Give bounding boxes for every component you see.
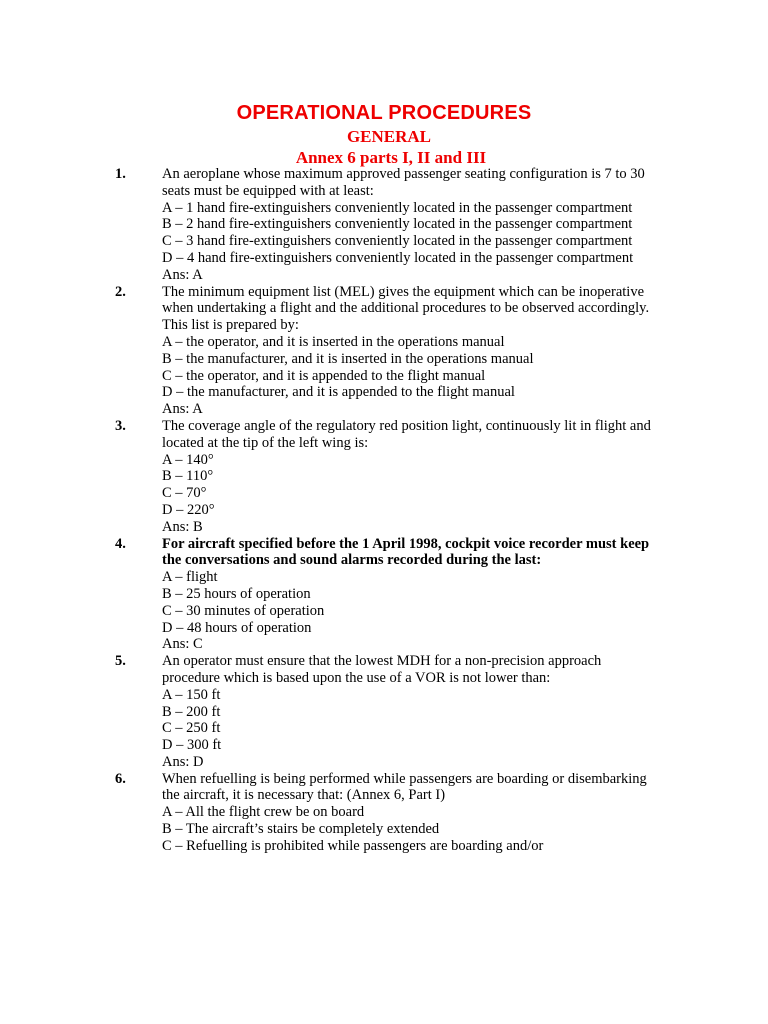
answer-key: Ans: A — [162, 401, 203, 418]
answer-option: A – All the flight crew be on board — [162, 804, 365, 821]
question-number: 1. — [115, 166, 126, 182]
question-text: For aircraft specified before the 1 April 1998, cockpit voice recorder must keep the conversations and sound alarms recorded during the last: — [162, 535, 650, 569]
question-item — [0, 771, 768, 855]
question-number: 5. — [115, 653, 126, 670]
question-text: An aeroplane whose maximum approved passenger seating configuration is 7 to 30 seats must be equipped with at least: — [162, 166, 645, 199]
question-item — [0, 284, 768, 418]
answer-option: C – 30 minutes of operation — [162, 602, 325, 619]
question-body — [162, 418, 662, 536]
answer-option: D – the manufacturer, and it is appended to the flight manual — [162, 384, 515, 401]
question-body — [162, 653, 662, 771]
answer-option: D – 220° — [162, 501, 215, 518]
answer-option: C – Refuelling is prohibited while passengers are boarding and/or — [162, 837, 544, 854]
answer-option: B – 2 hand fire-extinguishers conveniently located in the passenger compartment — [162, 216, 633, 233]
question-number: 4. — [115, 535, 126, 552]
answer-option: C – 70° — [162, 485, 207, 502]
answer-option: A – 1 hand fire-extinguishers conveniently located in the passenger compartment — [162, 199, 633, 216]
question-number: 3. — [115, 417, 126, 434]
question-text: An operator must ensure that the lowest MDH for a non-precision approach procedure which is based upon the use of a VOR is not lower than: — [162, 653, 602, 686]
question-item — [0, 653, 768, 771]
answer-option: A – 140° — [162, 451, 214, 468]
answer-option: B – 110° — [162, 468, 214, 485]
answer-key: Ans: B — [162, 518, 203, 535]
answer-option: D – 4 hand fire-extinguishers conveniently located in the passenger compartment — [162, 249, 634, 266]
answer-key: Ans: D — [162, 753, 204, 770]
answer-option: D – 300 ft — [162, 737, 222, 754]
question-body — [162, 166, 662, 284]
answer-option: C – 3 hand fire-extinguishers conveniently located in the passenger compartment — [162, 233, 633, 250]
question-text: The coverage angle of the regulatory red position light, continuously lit in flight and located at the tip of the left wing is: — [162, 417, 651, 451]
answer-option: C – 250 ft — [162, 720, 221, 737]
question-text: The minimum equipment list (MEL) gives the equipment which can be inoperative when undertaking a flight and the additional procedures to be observed accordingly. This list is prepared by: — [162, 283, 650, 334]
question-list — [0, 166, 768, 855]
answer-option: B – The aircraft’s stairs be completely extended — [162, 821, 440, 838]
answer-option: A – the operator, and it is inserted in the operations manual — [162, 333, 505, 350]
answer-option: D – 48 hours of operation — [162, 619, 312, 636]
question-number: 2. — [115, 283, 126, 300]
answer-option: A – flight — [162, 569, 218, 586]
answer-option: B – 25 hours of operation — [162, 585, 311, 602]
question-item — [0, 166, 768, 284]
answer-option: B – 200 ft — [162, 703, 221, 720]
answer-option: B – the manufacturer, and it is inserted in the operations manual — [162, 350, 534, 367]
question-item — [0, 536, 768, 654]
section-heading: GENERAL — [346, 127, 432, 146]
question-body — [162, 536, 662, 654]
answer-key: Ans: C — [162, 636, 203, 653]
section-subheading: Annex 6 parts I, II and III — [295, 148, 487, 167]
document-title: OPERATIONAL PROCEDURES — [236, 102, 532, 124]
question-item — [0, 418, 768, 536]
question-text: When refuelling is being performed while passengers are boarding or disembarking the aircraft, it is necessary that: (Annex 6, Part I) — [162, 770, 647, 804]
answer-option: A – 150 ft — [162, 686, 221, 703]
answer-key: Ans: A — [162, 266, 203, 283]
question-body — [162, 284, 662, 418]
question-number: 6. — [115, 770, 126, 787]
question-body — [162, 771, 662, 855]
answer-option: C – the operator, and it is appended to the flight manual — [162, 367, 486, 384]
